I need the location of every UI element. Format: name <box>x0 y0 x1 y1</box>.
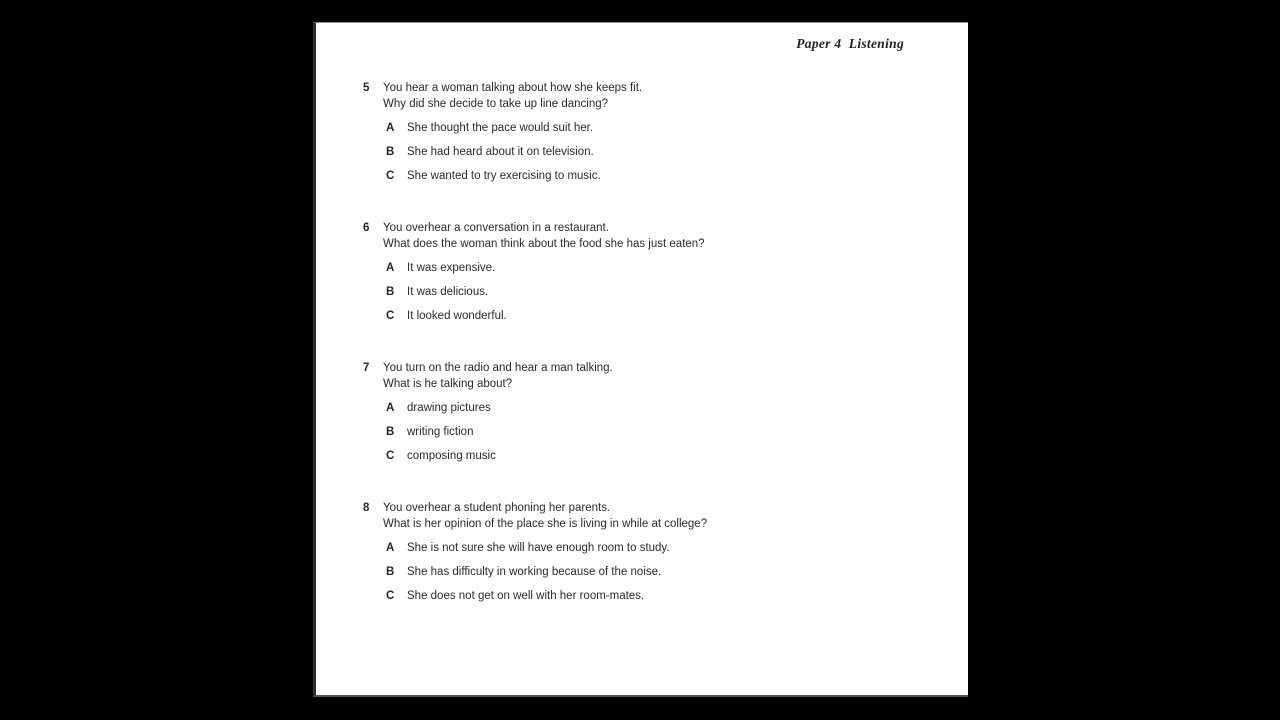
option-text: It was expensive. <box>407 262 496 274</box>
option-text: She had heard about it on television. <box>407 146 594 158</box>
exam-page <box>313 22 968 697</box>
question-number: 6 <box>363 222 370 234</box>
option-text: drawing pictures <box>407 402 491 414</box>
option-letter: A <box>386 402 395 414</box>
question-body <box>383 220 932 332</box>
question-number: 8 <box>363 502 370 514</box>
option-letter: C <box>386 170 395 182</box>
option-letter: C <box>386 310 395 322</box>
question-prompt-line: You turn on the radio and hear a man talking. <box>383 362 613 374</box>
option-letter: A <box>386 262 395 274</box>
option-text: composing music <box>407 450 496 462</box>
question-prompt-line: Why did she decide to take up line dancing? <box>383 98 609 110</box>
answer-option <box>386 168 932 184</box>
question-body <box>383 360 932 472</box>
question-prompt-line: You hear a woman talking about how she keeps fit. <box>383 82 643 94</box>
answer-option <box>386 260 932 276</box>
page-header: Paper 4 Listening <box>796 36 904 51</box>
question-prompt-line: What is her opinion of the place she is living in while at college? <box>383 518 708 530</box>
option-letter: C <box>386 590 395 602</box>
option-text: She does not get on well with her room-mates. <box>407 590 645 602</box>
questions-list <box>363 80 932 640</box>
option-text: It looked wonderful. <box>407 310 507 322</box>
answer-option <box>386 424 932 440</box>
options-list <box>386 260 932 324</box>
option-text: She has difficulty in working because of the noise. <box>407 566 662 578</box>
options-list <box>386 400 932 464</box>
option-text: She is not sure she will have enough room to study. <box>407 542 670 554</box>
option-text: She thought the pace would suit her. <box>407 122 594 134</box>
option-text: It was delicious. <box>407 286 489 298</box>
option-text: writing fiction <box>407 426 474 438</box>
answer-option <box>386 564 932 580</box>
question-body <box>383 500 932 612</box>
answer-option <box>386 588 932 604</box>
question-body <box>383 80 932 192</box>
option-letter: B <box>386 286 395 298</box>
question-prompt-line: What is he talking about? <box>383 378 513 390</box>
option-letter: A <box>386 122 395 134</box>
answer-option <box>386 448 932 464</box>
answer-option <box>386 400 932 416</box>
question-number: 5 <box>363 82 370 94</box>
options-list <box>386 120 932 184</box>
answer-option <box>386 144 932 160</box>
question-prompt-line: You overhear a student phoning her parents. <box>383 502 611 514</box>
question-block-7 <box>363 360 932 472</box>
question-number: 7 <box>363 362 370 374</box>
option-letter: B <box>386 146 395 158</box>
answer-option <box>386 120 932 136</box>
question-block-6 <box>363 220 932 332</box>
answer-option <box>386 540 932 556</box>
question-prompt-line: You overhear a conversation in a restaurant. <box>383 222 609 234</box>
option-letter: A <box>386 542 395 554</box>
answer-option <box>386 284 932 300</box>
option-letter: C <box>386 450 395 462</box>
option-letter: B <box>386 426 395 438</box>
option-text: She wanted to try exercising to music. <box>407 170 601 182</box>
option-letter: B <box>386 566 395 578</box>
question-block-8 <box>363 500 932 612</box>
answer-option <box>386 308 932 324</box>
question-prompt-line: What does the woman think about the food she has just eaten? <box>383 238 705 250</box>
options-list <box>386 540 932 604</box>
question-block-5 <box>363 80 932 192</box>
